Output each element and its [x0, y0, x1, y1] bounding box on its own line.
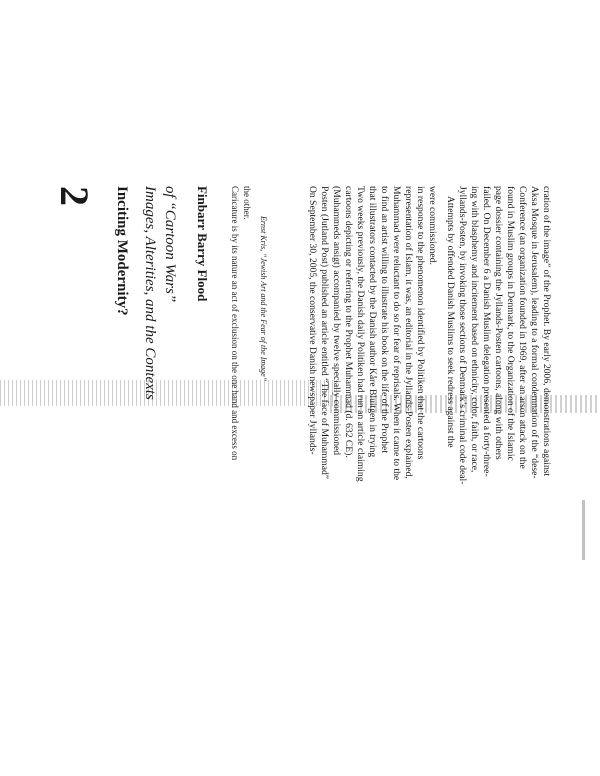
chapter-number: 2 [52, 186, 97, 206]
chapter-subtitle-line-1: Images, Alterities, and the Contexts [142, 186, 158, 400]
body-line: ing with blasphemy and incitement based on ethnicity, color, faith, or race, [469, 186, 480, 473]
chapter-subtitle-line-2: of “Cartoon Wars” [162, 186, 178, 303]
chapter-title: Inciting Modernity? [114, 186, 130, 316]
body-line: failed. On December 6 a Danish Muslim delegation presented a forty-three- [481, 186, 492, 477]
body-line: Two weeks previously, the Danish daily Politiken had run an article claiming [355, 186, 366, 482]
body-line: were commissioned. [427, 186, 438, 265]
body-line: to find an artist willing to illustrate his book on the life of the Prophet [379, 186, 390, 453]
body-line: representation of Islam, it was, an editorial in the Jyllands-Posten explained, [403, 186, 414, 479]
body-line: cartoons depicting or referring to the Prophet Muhammad (d. 632 CE). [343, 186, 354, 458]
body-line: that illustrators contacted by the Danish author Kåre Bluitgen in trying [367, 186, 378, 458]
epigraph-source: Ernst Kris, “Jewish Art and the Fear of the Image” [259, 216, 268, 382]
scan-spine-shadow [582, 500, 585, 560]
body-line: Posten (Jutland Post) published an article entitled “The face of Muhammad” [319, 186, 330, 480]
body-line: On September 30, 2005, the conservative Danish newspaper Jyllands- [307, 186, 318, 455]
body-line: found in Muslim groups in Denmark, to the Organization of the Islamic [505, 186, 516, 461]
scan-edge-noise [0, 380, 340, 406]
body-line: Attempts by offended Danish Muslims to seek redress against the [445, 196, 456, 448]
body-line: Muhammad were reluctant to do so for fear of reprisals. When it came to the [391, 186, 402, 481]
body-line: Jyllands-Posten, by invoking those sections of Denmark’s criminal code deal- [457, 186, 468, 485]
body-line: page dossier containing the Jyllands-Posten cartoons, along with others [493, 186, 504, 460]
body-line: (Muhammeds ansigt) accompanied by twelve specially commissioned [331, 186, 342, 456]
body-line: in response to the phenomenon identified by Politiken that the cartoons [415, 186, 426, 460]
epigraph-line-1: Caricature is by its nature an act of exclusion on the one hand and excess on [230, 186, 240, 461]
body-line: Conference (an organization founded in 1969, after an arson attack on the [517, 186, 528, 469]
body-line: Aksa Mosque in Jerusalem), leading to a formal condemnation of the “dese- [529, 186, 540, 479]
body-line: cration of the image” of the Prophet. By early 2006, demonstrations against [541, 186, 552, 477]
epigraph-line-2: the other. [242, 186, 252, 220]
chapter-author: Finbarr Barry Flood [195, 186, 210, 302]
